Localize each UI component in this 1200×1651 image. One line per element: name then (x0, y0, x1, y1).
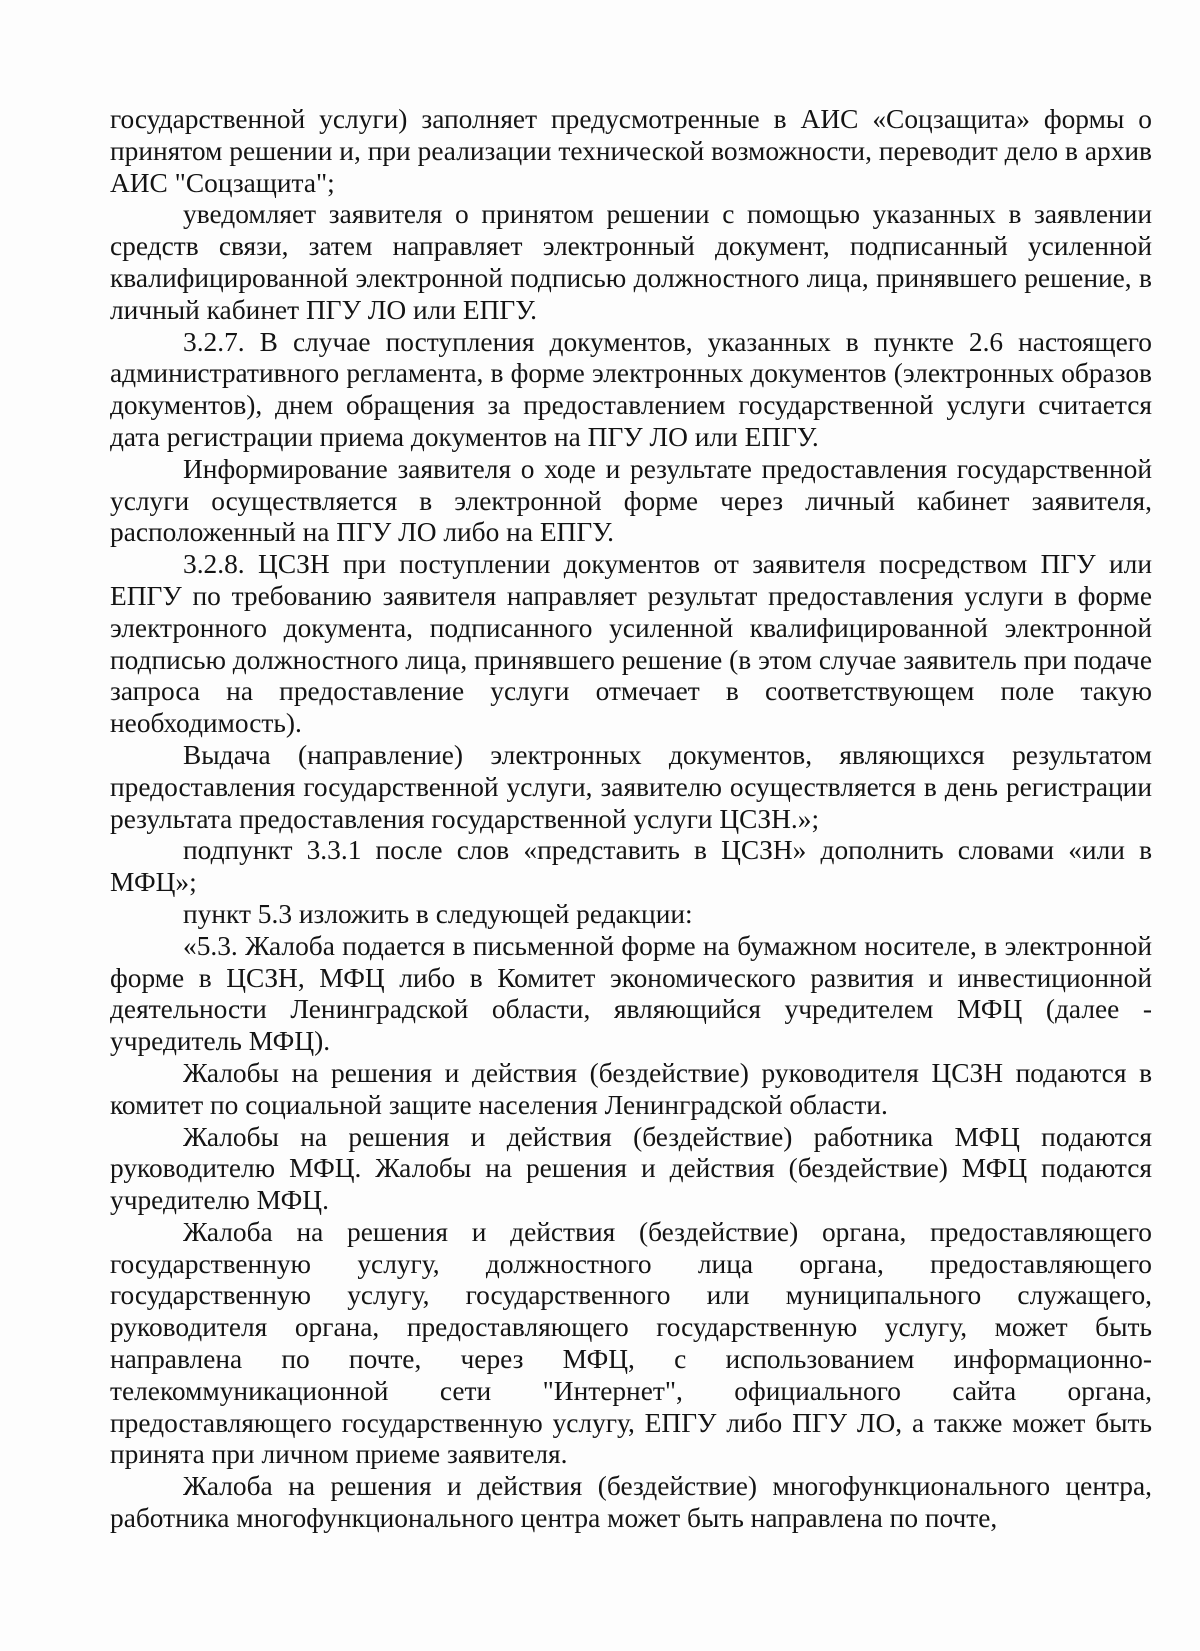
paragraph-informing: Информирование заявителя о ходе и результате предоставления государственной услуги осуществляется в электронной форме через личный кабинет заявителя, расположенный на ПГУ ЛО либо на ЕПГУ. (110, 453, 1152, 548)
document-body (110, 104, 1152, 1535)
paragraph-complaint-authority: Жалоба на решения и действия (бездействие) органа, предоставляющего государственную услугу, должностного лица органа, предоставляющего государственную услугу, государственного или муниципального служащего, руководителя органа, предоставляющего государственную услугу, может быть направлена по почте, через МФЦ, с использованием информационно-телекоммуникационной сети "Интернет", официального сайта органа, предоставляющего государственную услугу, ЕПГУ либо ПГУ ЛО, а также может быть принята при личном приеме заявителя. (110, 1216, 1152, 1470)
paragraph-complaints-mfc: Жалобы на решения и действия (бездействие) работника МФЦ подаются руководителю МФЦ. Жалобы на решения и действия (бездействие) МФЦ подаются учредителю МФЦ. (110, 1121, 1152, 1216)
paragraph-5-3: «5.3. Жалоба подается в письменной форме на бумажном носителе, в электронной форме в ЦСЗН, МФЦ либо в Комитет экономического развития и инвестиционной деятельности Ленинградской области, являющийся учредителем МФЦ (далее - учредитель МФЦ). (110, 930, 1152, 1057)
paragraph-notify-applicant: уведомляет заявителя о принятом решении с помощью указанных в заявлении средств связи, затем направляет электронный документ, подписанный усиленной квалифицированной электронной подписью должностного лица, принявшего решение, в личный кабинет ПГУ ЛО или ЕПГУ. (110, 199, 1152, 325)
paragraph-complaint-mfc-center: Жалоба на решения и действия (бездействие) многофункционального центра, работника многофункционального центра может быть направлена по почте, (110, 1471, 1152, 1534)
paragraph-clause-5-3-intro: пункт 5.3 изложить в следующей редакции: (183, 898, 693, 929)
paragraph-3-2-7: 3.2.7. В случае поступления документов, указанных в пункте 2.6 настоящего административного регламента, в форме электронных документов (электронных образов документов), днем обращения за предоставлением государственной услуги считается дата регистрации приема документов на ПГУ ЛО или ЕПГУ. (110, 326, 1152, 452)
paragraph-subclause-3-3-1: подпункт 3.3.1 после слов «представить в ЦСЗН» дополнить словами «или в МФЦ»; (110, 835, 1152, 898)
paragraph-issuance: Выдача (направление) электронных документов, являющихся результатом предоставления государственной услуги, заявителю осуществляется в день регистрации результата предоставления государственной услуги ЦСЗН.»; (110, 739, 1152, 834)
paragraph-continuation: государственной услуги) заполняет предусмотренные в АИС «Соцзащита» формы о принятом решении и, при реализации технической возможности, переводит дело в архив АИС "Соцзащита"; (110, 104, 1152, 198)
paragraph-3-2-8: 3.2.8. ЦСЗН при поступлении документов от заявителя посредством ПГУ или ЕПГУ по требованию заявителя направляет результат предоставления услуги в форме электронного документа, подписанного усиленной квалифицированной электронной подписью должностного лица, принявшего решение (в этом случае заявитель при подаче запроса на предоставление услуги отмечает в соответствующем поле такую необходимость). (110, 549, 1152, 739)
paragraph-complaints-head: Жалобы на решения и действия (бездействие) руководителя ЦСЗН подаются в комитет по социальной защите населения Ленинградской области. (110, 1057, 1152, 1120)
